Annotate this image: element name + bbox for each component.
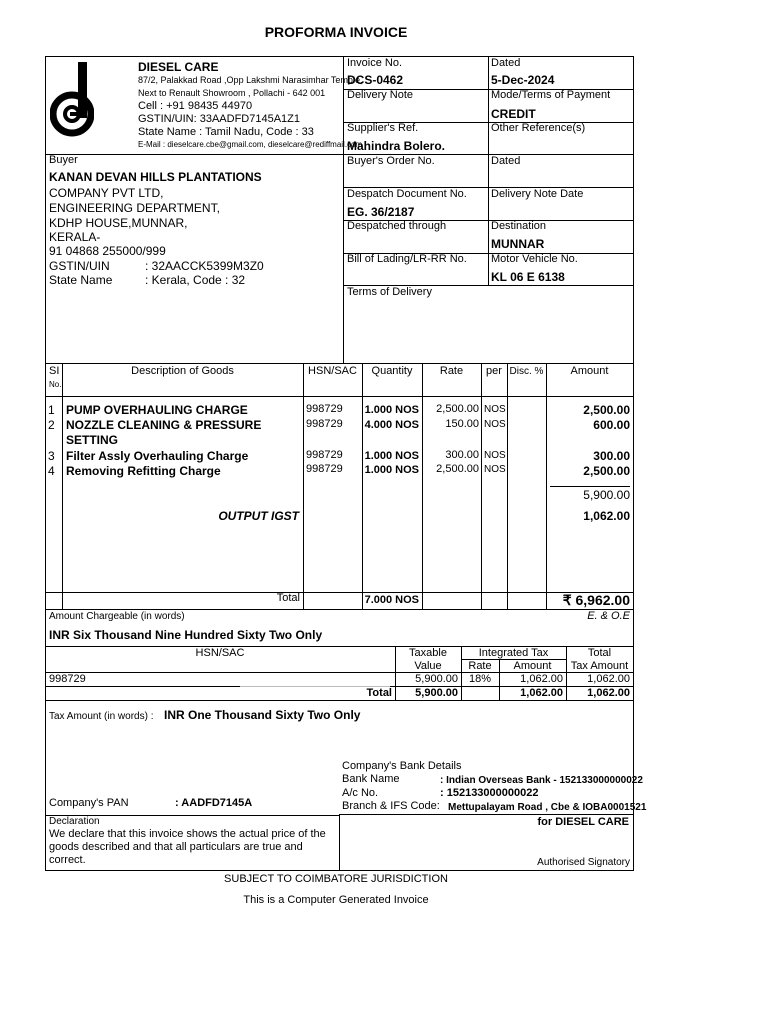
seller-address-2: Next to Renault Showroom , Pollachi - 642 001 [138, 88, 326, 98]
buyer-label: Buyer [49, 154, 78, 166]
total-amount: ₹ 6,962.00 [562, 592, 630, 608]
page-title: PROFORMA INVOICE [264, 24, 408, 40]
delivery-note-label: Delivery Note [347, 89, 414, 101]
seller-gstin: GSTIN/UIN: 33AADFD7145A1Z1 [138, 113, 301, 125]
tax-rate-header: Rate [468, 660, 492, 672]
declaration-line-1: We declare that this invoice shows the actual price of the [49, 828, 326, 840]
tax-integrated-header: Integrated Tax [478, 647, 549, 659]
buyer-gstin-label: GSTIN/UIN [49, 259, 110, 273]
tax-row-amount: 1,062.00 [520, 673, 563, 685]
terms-of-delivery-label: Terms of Delivery [347, 286, 432, 298]
frame-top [45, 56, 634, 57]
col-description: Description of Goods [131, 365, 234, 377]
tax-total-amount: 1,062.00 [520, 687, 563, 699]
seller-state: State Name : Tamil Nadu, Code : 33 [138, 126, 314, 138]
item-quantity: 1.000 NOS [364, 450, 419, 462]
col-disc: Disc. % [509, 366, 544, 377]
meta-divider [488, 56, 489, 285]
pan: : AADFD7145A [175, 797, 253, 809]
jurisdiction-note: SUBJECT TO COIMBATORE JURISDICTION [224, 873, 448, 885]
item-hsn: 998729 [306, 449, 343, 461]
item-per: NOS [484, 464, 506, 475]
bank-name-label: Bank Name [342, 773, 400, 785]
col-line [481, 363, 482, 609]
tax-hsn-header: HSN/SAC [195, 647, 245, 659]
tax-value-header: Value [414, 660, 442, 672]
motor-vehicle: KL 06 E 6138 [491, 270, 565, 284]
subtotal-line [550, 486, 630, 487]
bank-branch: Mettupalayam Road , Cbe & IOBA0001521 [448, 802, 647, 813]
seller-buyer-line [45, 154, 343, 155]
igst-amount: 1,062.00 [583, 509, 630, 523]
signatory-line [339, 814, 634, 815]
igst-label: OUTPUT IGST [218, 509, 299, 523]
item-hsn: 998729 [306, 403, 343, 415]
item-description: NOZZLE CLEANING & PRESSURE [66, 418, 262, 432]
col-per: per [486, 365, 502, 377]
payment-mode: CREDIT [491, 107, 536, 121]
eoe: E. & O.E [587, 610, 630, 622]
item-si: 3 [48, 449, 55, 463]
item-amount: 2,500.00 [583, 464, 630, 478]
bank-acno: : 152133000000022 [440, 787, 539, 799]
tax-total-total: 1,062.00 [587, 687, 630, 699]
delivery-note-date-label: Delivery Note Date [491, 188, 584, 200]
buyer-gstin: : 32AACCK5399M3Z0 [145, 259, 264, 273]
amount-words-label: Amount Chargeable (in words) [49, 611, 185, 622]
col-line [546, 363, 547, 609]
item-amount: 600.00 [593, 418, 630, 432]
item-description: PUMP OVERHAULING CHARGE [66, 403, 248, 417]
tax-row-total: 1,062.00 [587, 673, 630, 685]
tax-taxable-header: Taxable [409, 647, 447, 659]
for-company: for DIESEL CARE [537, 816, 629, 828]
despatch-doc-label: Despatch Document No. [347, 188, 467, 200]
col-quantity: Quantity [371, 365, 413, 377]
bill-lading-label: Bill of Lading/LR-RR No. [347, 253, 467, 265]
buyer-line-1: COMPANY PVT LTD, [49, 186, 164, 200]
item-quantity: 4.000 NOS [364, 419, 419, 431]
item-description: Removing Refitting Charge [66, 464, 221, 478]
pan-label: Company's PAN [49, 797, 129, 809]
col-amount: Amount [570, 365, 609, 377]
despatch-doc: EG. 36/2187 [347, 205, 415, 219]
payment-mode-label: Mode/Terms of Payment [491, 89, 611, 101]
bank-heading: Company's Bank Details [342, 760, 462, 772]
item-quantity: 1.000 NOS [364, 464, 419, 476]
col-si-no: No. [49, 380, 62, 389]
item-rate: 300.00 [445, 449, 479, 461]
item-si: 2 [48, 418, 55, 432]
col-si: SI [49, 365, 60, 377]
item-rate: 2,500.00 [436, 403, 479, 415]
buyer-state: : Kerala, Code : 32 [145, 273, 246, 287]
frame-left [45, 56, 46, 871]
item-quantity: 1.000 NOS [364, 404, 419, 416]
tax-row-rate: 18% [468, 673, 492, 685]
tax-words-label: Tax Amount (in words) : [49, 711, 154, 722]
item-amount: 300.00 [593, 449, 630, 463]
supplier-ref-label: Supplier's Ref. [347, 122, 419, 134]
buyer-line-4: KERALA- [49, 230, 101, 244]
destination: MUNNAR [491, 237, 545, 251]
item-per: NOS [484, 419, 506, 430]
total-quantity: 7.000 NOS [364, 594, 419, 606]
col-line [303, 363, 304, 609]
tax-row-hsn: 998729 [49, 673, 86, 685]
tax-total-taxable: 5,900.00 [415, 687, 458, 699]
seller-name: DIESEL CARE [138, 60, 219, 74]
item-si: 1 [48, 403, 55, 417]
tax-amount-header: Amount [513, 660, 552, 672]
col-line [507, 363, 508, 609]
header-divider [343, 56, 344, 363]
buyer-line-2: ENGINEERING DEPARTMENT, [49, 201, 220, 215]
item-hsn: 998729 [306, 418, 343, 430]
item-rate: 2,500.00 [436, 463, 479, 475]
motor-vehicle-label: Motor Vehicle No. [491, 253, 578, 265]
col-line [422, 363, 423, 609]
item-per: NOS [484, 404, 506, 415]
seller-cell: Cell : +91 98435 44970 [138, 100, 253, 112]
other-reference-label: Other Reference(s) [491, 122, 586, 134]
total-label: Total [276, 592, 300, 604]
declaration-line-2: goods described and that all particulars are true and [49, 841, 303, 853]
item-amount: 2,500.00 [583, 403, 630, 417]
seller-email: E-Mail : dieselcare.cbe@gmail.com, dieselcare@rediffmail.com [138, 140, 363, 149]
item-description-cont: SETTING [66, 433, 119, 447]
buyer-name: KANAN DEVAN HILLS PLANTATIONS [49, 170, 262, 184]
amount-words: INR Six Thousand Nine Hundred Sixty Two Only [49, 628, 323, 642]
destination-label: Destination [491, 220, 547, 232]
item-rate: 150.00 [445, 418, 479, 430]
tax-total-amount-header: Tax Amount [570, 660, 629, 672]
declaration-line-3: correct. [49, 854, 86, 866]
col-line [62, 363, 63, 609]
invoice-no: DCS-0462 [347, 73, 404, 87]
buyer-line-3: KDHP HOUSE,MUNNAR, [49, 216, 188, 230]
tax-total-header: Total [587, 647, 612, 659]
item-hsn: 998729 [306, 463, 343, 475]
col-rate: Rate [439, 365, 464, 377]
col-hsn: HSN/SAC [308, 365, 357, 377]
bank-branch-label: Branch & IFS Code: [342, 800, 440, 812]
tax-row-taxable: 5,900.00 [415, 673, 458, 685]
diesel-care-logo [50, 62, 94, 138]
supplier-ref: Mahindra Bolero. [347, 139, 446, 153]
item-per: NOS [484, 450, 506, 461]
seller-address-1: 87/2, Palakkad Road ,Opp Lakshmi Narasimhar Temple, [138, 75, 363, 85]
tax-total-label: Total [366, 687, 392, 699]
invoice-date: 5-Dec-2024 [491, 73, 555, 87]
invoice-no-label: Invoice No. [347, 57, 403, 69]
authorised-signatory: Authorised Signatory [537, 857, 630, 868]
buyer-line-5: 91 04868 255000/999 [49, 244, 166, 258]
computer-generated-note: This is a Computer Generated Invoice [243, 894, 429, 906]
bank-acno-label: A/c No. [342, 787, 379, 799]
subtotal: 5,900.00 [583, 488, 630, 502]
tax-words: INR One Thousand Sixty Two Only [164, 708, 361, 722]
dated-label: Dated [491, 57, 521, 69]
despatched-through-label: Despatched through [347, 220, 447, 232]
buyer-order-label: Buyer's Order No. [347, 155, 435, 167]
buyer-state-label: State Name [49, 273, 113, 287]
bank-name: : Indian Overseas Bank - 152133000000022 [440, 775, 643, 786]
item-description: Filter Assly Overhauling Charge [66, 449, 249, 463]
tax-total-bottom [45, 700, 634, 701]
col-line [362, 363, 363, 609]
dated2-label: Dated [491, 155, 521, 167]
declaration-label: Declaration [49, 816, 100, 827]
item-si: 4 [48, 464, 55, 478]
frame-right [633, 56, 634, 871]
